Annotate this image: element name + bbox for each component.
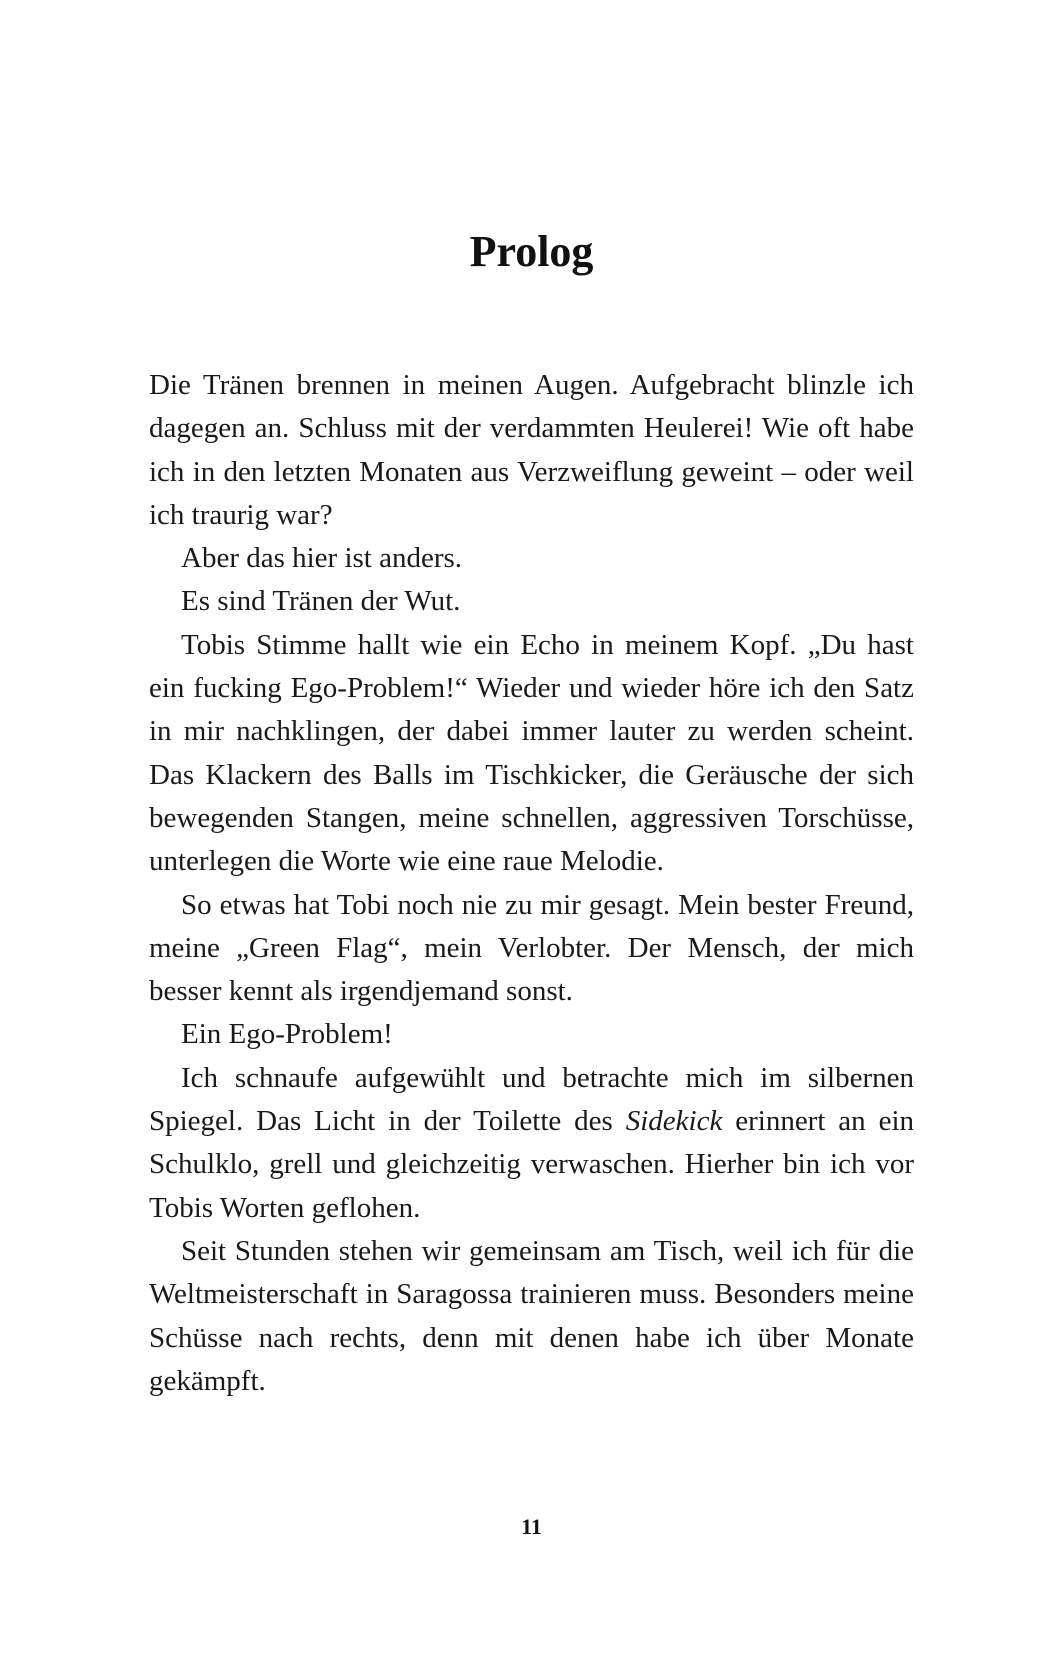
chapter-title: Prolog — [469, 227, 594, 276]
paragraph: Tobis Stimme hallt wie ein Echo in meinem Kopf. „Du hast ein fucking Ego-Problem!“ Wieder und wieder höre ich den Satz in mir nachklingen, der dabei immer lauter zu werden scheint. Das Klackern des Balls im Tischkicker, die Geräusche der sich bewegenden Stangen, meine schnellen, aggressiven Torschüsse, unterlegen die Worte wie eine raue Melodie. — [149, 628, 914, 878]
page-number: 11 — [521, 1514, 542, 1539]
paragraph: Die Tränen brennen in meinen Augen. Aufgebracht blinzle ich dagegen an. Schluss mit der verdammten Heulerei! Wie oft habe ich in den letzten Monaten aus Verzweiflung geweint – oder weil ich traurig war? — [149, 369, 914, 531]
paragraph — [149, 1057, 914, 1230]
paragraph-text: Ich schnaufe aufgewühlt und betrachte mich im silbernen Spiegel. Das Licht in der Toilette des — [149, 1061, 914, 1138]
paragraph: Seit Stunden stehen wir gemeinsam am Tisch, weil ich für die Weltmeisterschaft in Saragossa trainieren muss. Besonders meine Schüsse nach rechts, denn mit denen habe ich über Monate gekämpft. — [149, 1234, 914, 1397]
paragraph: Aber das hier ist anders. — [181, 542, 463, 575]
paragraph: Ein Ego-Problem! — [181, 1018, 393, 1051]
paragraph-text: erinnert an ein Schulklo, grell und gleichzeitig verwaschen. Hierher bin ich vor Tobis Worten geflohen. — [149, 1105, 914, 1224]
chapter-body — [149, 364, 914, 1403]
paragraph: Es sind Tränen der Wut. — [181, 585, 461, 618]
venue-name: Sidekick — [625, 1105, 723, 1138]
paragraph: So etwas hat Tobi noch nie zu mir gesagt. Mein bester Freund, meine „Green Flag“, mein Verlobter. Der Mensch, der mich besser kennt als irgendjemand sonst. — [149, 888, 914, 1008]
